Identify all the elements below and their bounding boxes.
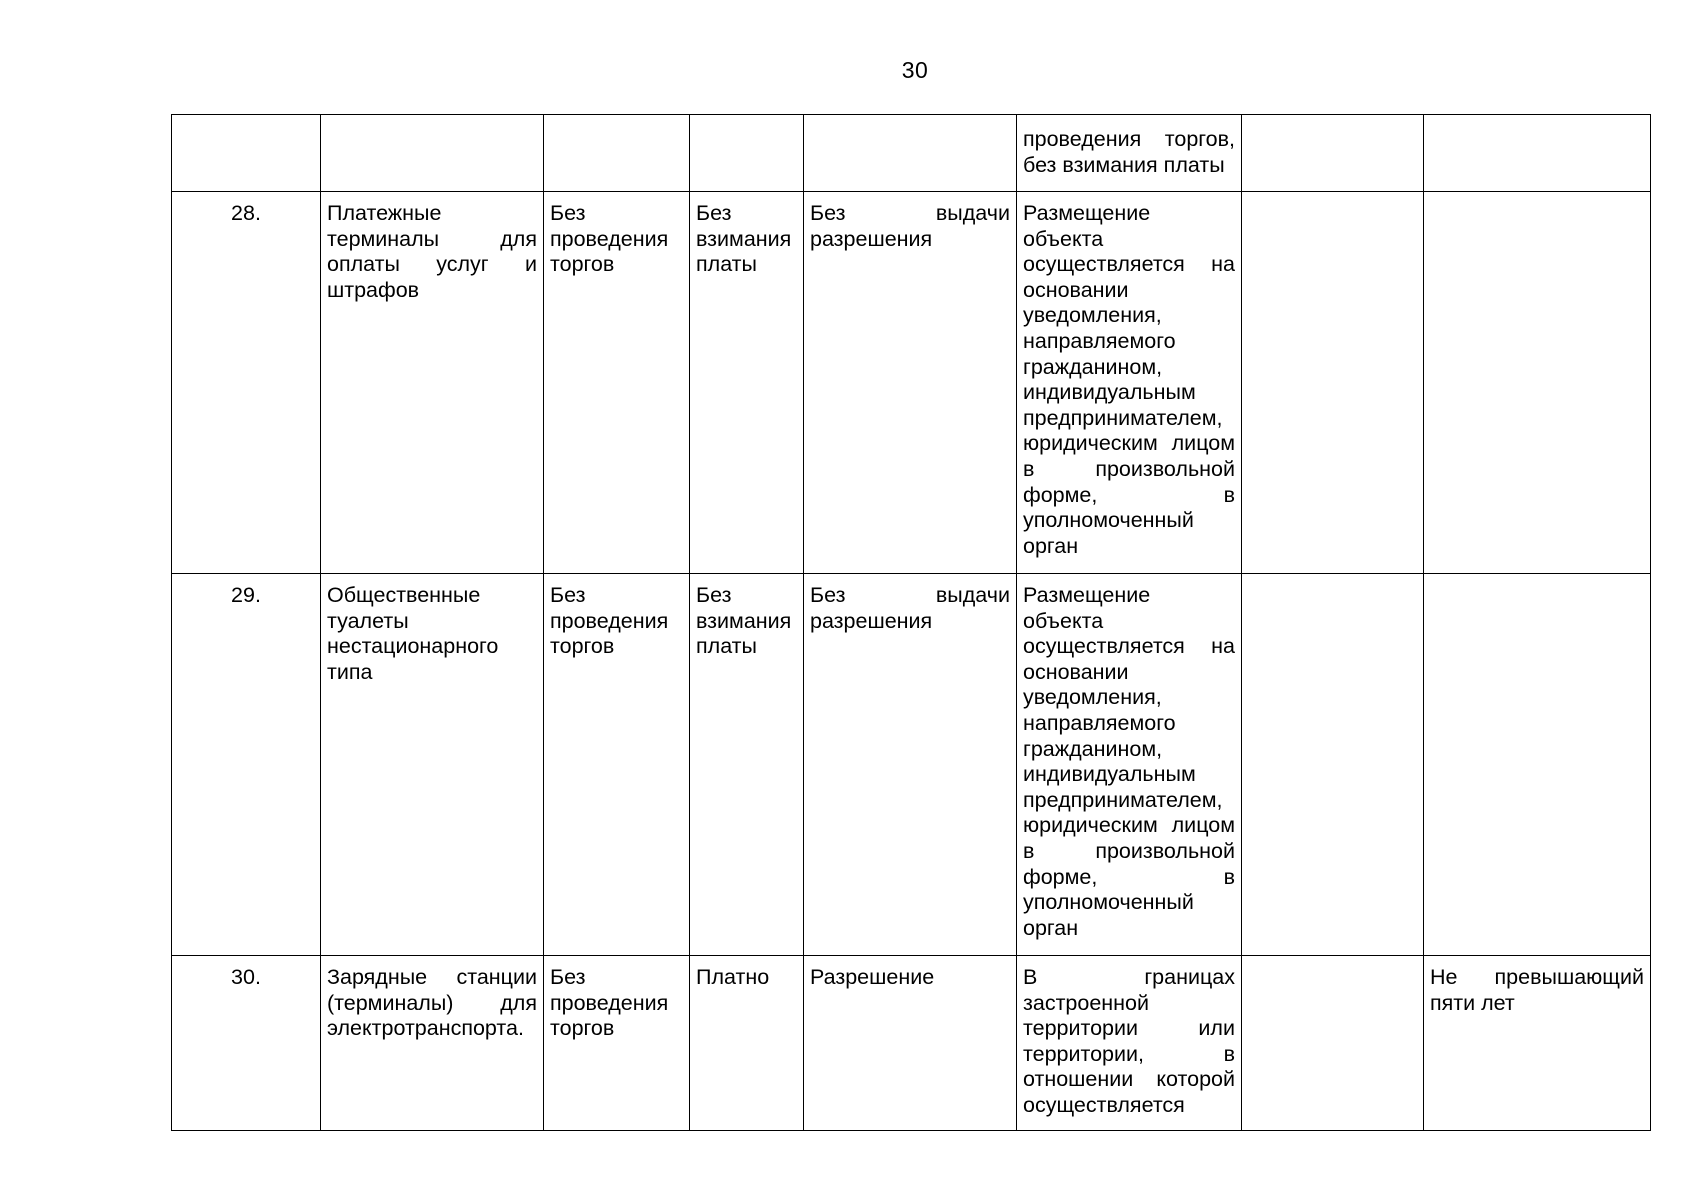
permit-cell: Разрешение [804,956,1017,1131]
permit-cell [804,115,1017,192]
term-cell [1424,192,1651,574]
procedure-cell [544,115,690,192]
conditions-cell: Размещение объекта осуществляется на основании уведомления, направляемого гражданином, индивидуальным предпринимателем, юридическим лицом в произвольной форме, в уполномоченный орган [1017,574,1242,956]
col7-cell [1242,115,1424,192]
object-cell: Общественные туалеты нестационарного типа [321,574,544,956]
procedure-cell: Без проведения торгов [544,192,690,574]
payment-cell: Платно [690,956,804,1131]
procedure-cell: Без проведения торгов [544,574,690,956]
permit-cell: Без выдачи разрешения [804,192,1017,574]
col7-cell [1242,192,1424,574]
conditions-cell: проведения торгов, без взимания платы [1017,115,1242,192]
payment-cell [690,115,804,192]
col7-cell [1242,574,1424,956]
row-number-cell [172,115,321,192]
conditions-cell: В границах застроенной территории или территории, в отношении которой осуществляется [1017,956,1242,1131]
col7-cell [1242,956,1424,1131]
term-cell [1424,574,1651,956]
conditions-cell: Размещение объекта осуществляется на основании уведомления, направляемого гражданином, индивидуальным предпринимателем, юридическим лицом в произвольной форме, в уполномоченный орган [1017,192,1242,574]
object-cell [321,115,544,192]
term-cell: Не превышающий пяти лет [1424,956,1651,1131]
row-number-cell: 30. [172,956,321,1131]
table-row [172,115,1651,192]
payment-cell: Без взимания платы [690,192,804,574]
term-cell [1424,115,1651,192]
payment-cell: Без взимания платы [690,574,804,956]
row-number-cell: 29. [172,574,321,956]
table-row [172,956,1651,1131]
procedure-cell: Без проведения торгов [544,956,690,1131]
objects-table [171,114,1651,1131]
row-number-cell: 28. [172,192,321,574]
object-cell: Платежные терминалы для оплаты услуг и штрафов [321,192,544,574]
permit-cell: Без выдачи разрешения [804,574,1017,956]
table-row [172,574,1651,956]
table-row [172,192,1651,574]
page-number: 30 [901,57,929,83]
object-cell: Зарядные станции (терминалы) для электротранспорта. [321,956,544,1131]
